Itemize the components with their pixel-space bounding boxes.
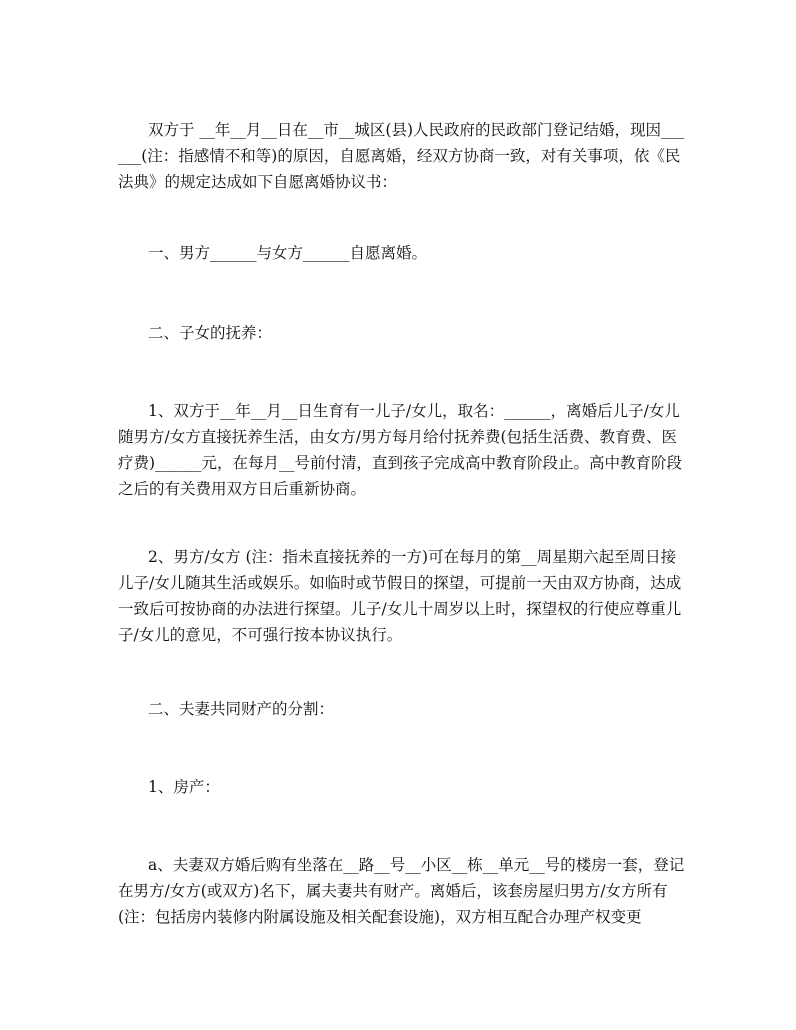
section-heading-property-division: 二、夫妻共同财产的分割： [148,700,335,718]
section-heading-child-custody: 二、子女的抚养： [148,324,273,342]
clause-real-estate: a、夫妻双方婚后购有坐落在__路__号__小区__栋__单元__号的楼房一套，登记在男方/女方(或双方)名下，属夫妻共有财产。离婚后，该套房屋归男方/女方所有 (注：包括房内装修内附属设施及相关配套设施)，双方相互配合办理产权变更 [118,856,685,926]
clause-divorce: 一、男方______与女方______自愿离婚。 [148,244,428,262]
intro-paragraph: 双方于 __年__月__日在__市__城区(县)人民政府的民政部门登记结婚，现因______(注：指感情不和等)的原因，自愿离婚，经双方协商一致，对有关事项，依《民法典》的规定达成如下自愿离婚协议书： [118,121,685,191]
clause-visitation: 2、男方/女方 (注：指未直接抚养的一方)可在每月的第__周星期六起至周日接儿子/女儿随其生活或娱乐。如临时或节假日的探望，可提前一天由双方协商，达成一致后可按协商的办法进行探望。儿子/女儿十周岁以上时，探望权的行使应尊重儿子/女儿的意见，不可强行按本协议执行。 [118,548,682,644]
clause-child-support: 1、双方于__年__月__日生育有一儿子/女儿，取名：______，离婚后儿子/女儿随男方/女方直接抚养生活，由女方/男方每月给付抚养费(包括生活费、教育费、医疗费)______元，在每月__号前付清，直到孩子完成高中教育阶段止。高中教育阶段之后的有关费用双方日后重新协商。 [118,402,683,498]
subsection-heading-real-estate: 1、房产： [148,778,220,796]
